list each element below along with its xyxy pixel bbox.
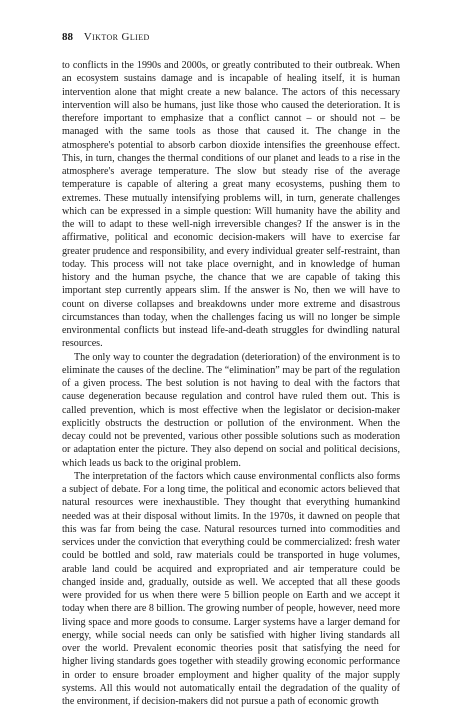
page-number: 88 [62,31,73,43]
running-head-author: Viktor Glied [83,31,150,43]
running-head [62,31,150,44]
body-text [62,59,400,708]
paragraph: The only way to counter the degradation (deterioration) of the environment is to eliminate the causes of the decline. The “elimination” may be part of the regulation of a given process. The best solution is not having to deal with the factors that cause degeneration because regulation and control have ruled them out. This is called prevention, which is most effective when the legislator or decision-maker explicitly obstructs the destruction or pollution of the environment. When the decay could not be prevented, various other possible solutions such as moderation or adaptation enter the picture. They also depend on social and political decisions, which leads us back to the original problem. [62,351,400,469]
paragraph: The interpretation of the factors which cause environmental conflicts also forms a subject of debate. For a long time, the political and economic actors believed that natural resources were inexhaustible. They thought that everything humankind needed was at their disposal without limits. In the 1970s, it dawned on people that this was far from being the case. Natural resources turned into commodities and services under the conviction that everything could be commercialized: fresh water could be bottled and sold, raw materials could be transported in huge volumes, arable land could be acquired and expropriated and air temperature could be changed inside and, gradually, outside as well. We accepted that all these goods were provided for us when there were 5 billion people on Earth and we accept it today when there are 8 billion. The growing number of people, however, need more living space and more goods to consume. Larger systems have a larger demand for energy, while social needs can only be satisfied with higher living standards all over the world. Prevalent economic theories posit that satisfying the need for higher living standards goes together with steadily growing economic performance in order to ensure broader employment and higher quality of the major supply systems. All this would not automatically entail the degradation of the quality of the environment, if decision-makers did not pursue a path of economic growth [62,470,401,707]
paragraph-continued: to conflicts in the 1990s and 2000s, or greatly contributed to their outbreak. When an ecosystem sustains damage and is incapable of healing itself, it is human intervention alone that might create a new balance. The actors of this necessary intervention will also be humans, just like those who caused the deterioration. It is therefore important to emphasize that a conflict cannot – or should not – be managed with the same tools as those that caused it. The change in the atmosphere's potential to absorb carbon dioxide intensifies the greenhouse effect. This, in turn, changes the thermal conditions of our planet and leads to a rise in the atmosphere's average temperature. The slow but steady rise of the average temperature is capable of altering a great many ecosystems, pushing them to extremes. These mutually intensifying problems will, in turn, generate challenges which can be expressed in a simple question: Will humanity have the ability and the will to adapt to these well-nigh irreversible changes? If the answer is in the affirmative, political and economic decision-makers will have to exercise far greater prudence and responsibility, and every individual greater self-restraint, than today. This process will not take place overnight, and in knowledge of human history and the human psyche, the chance that we are capable of taking this important step currently appears slim. If the answer is No, then we will have to count on diverse collapses and breakdowns under more extreme and disastrous circumstances than today, when the challenges facing us will no longer be simple environmental conflicts but instead life-and-death struggles for dwindling natural resources. [62,60,400,350]
